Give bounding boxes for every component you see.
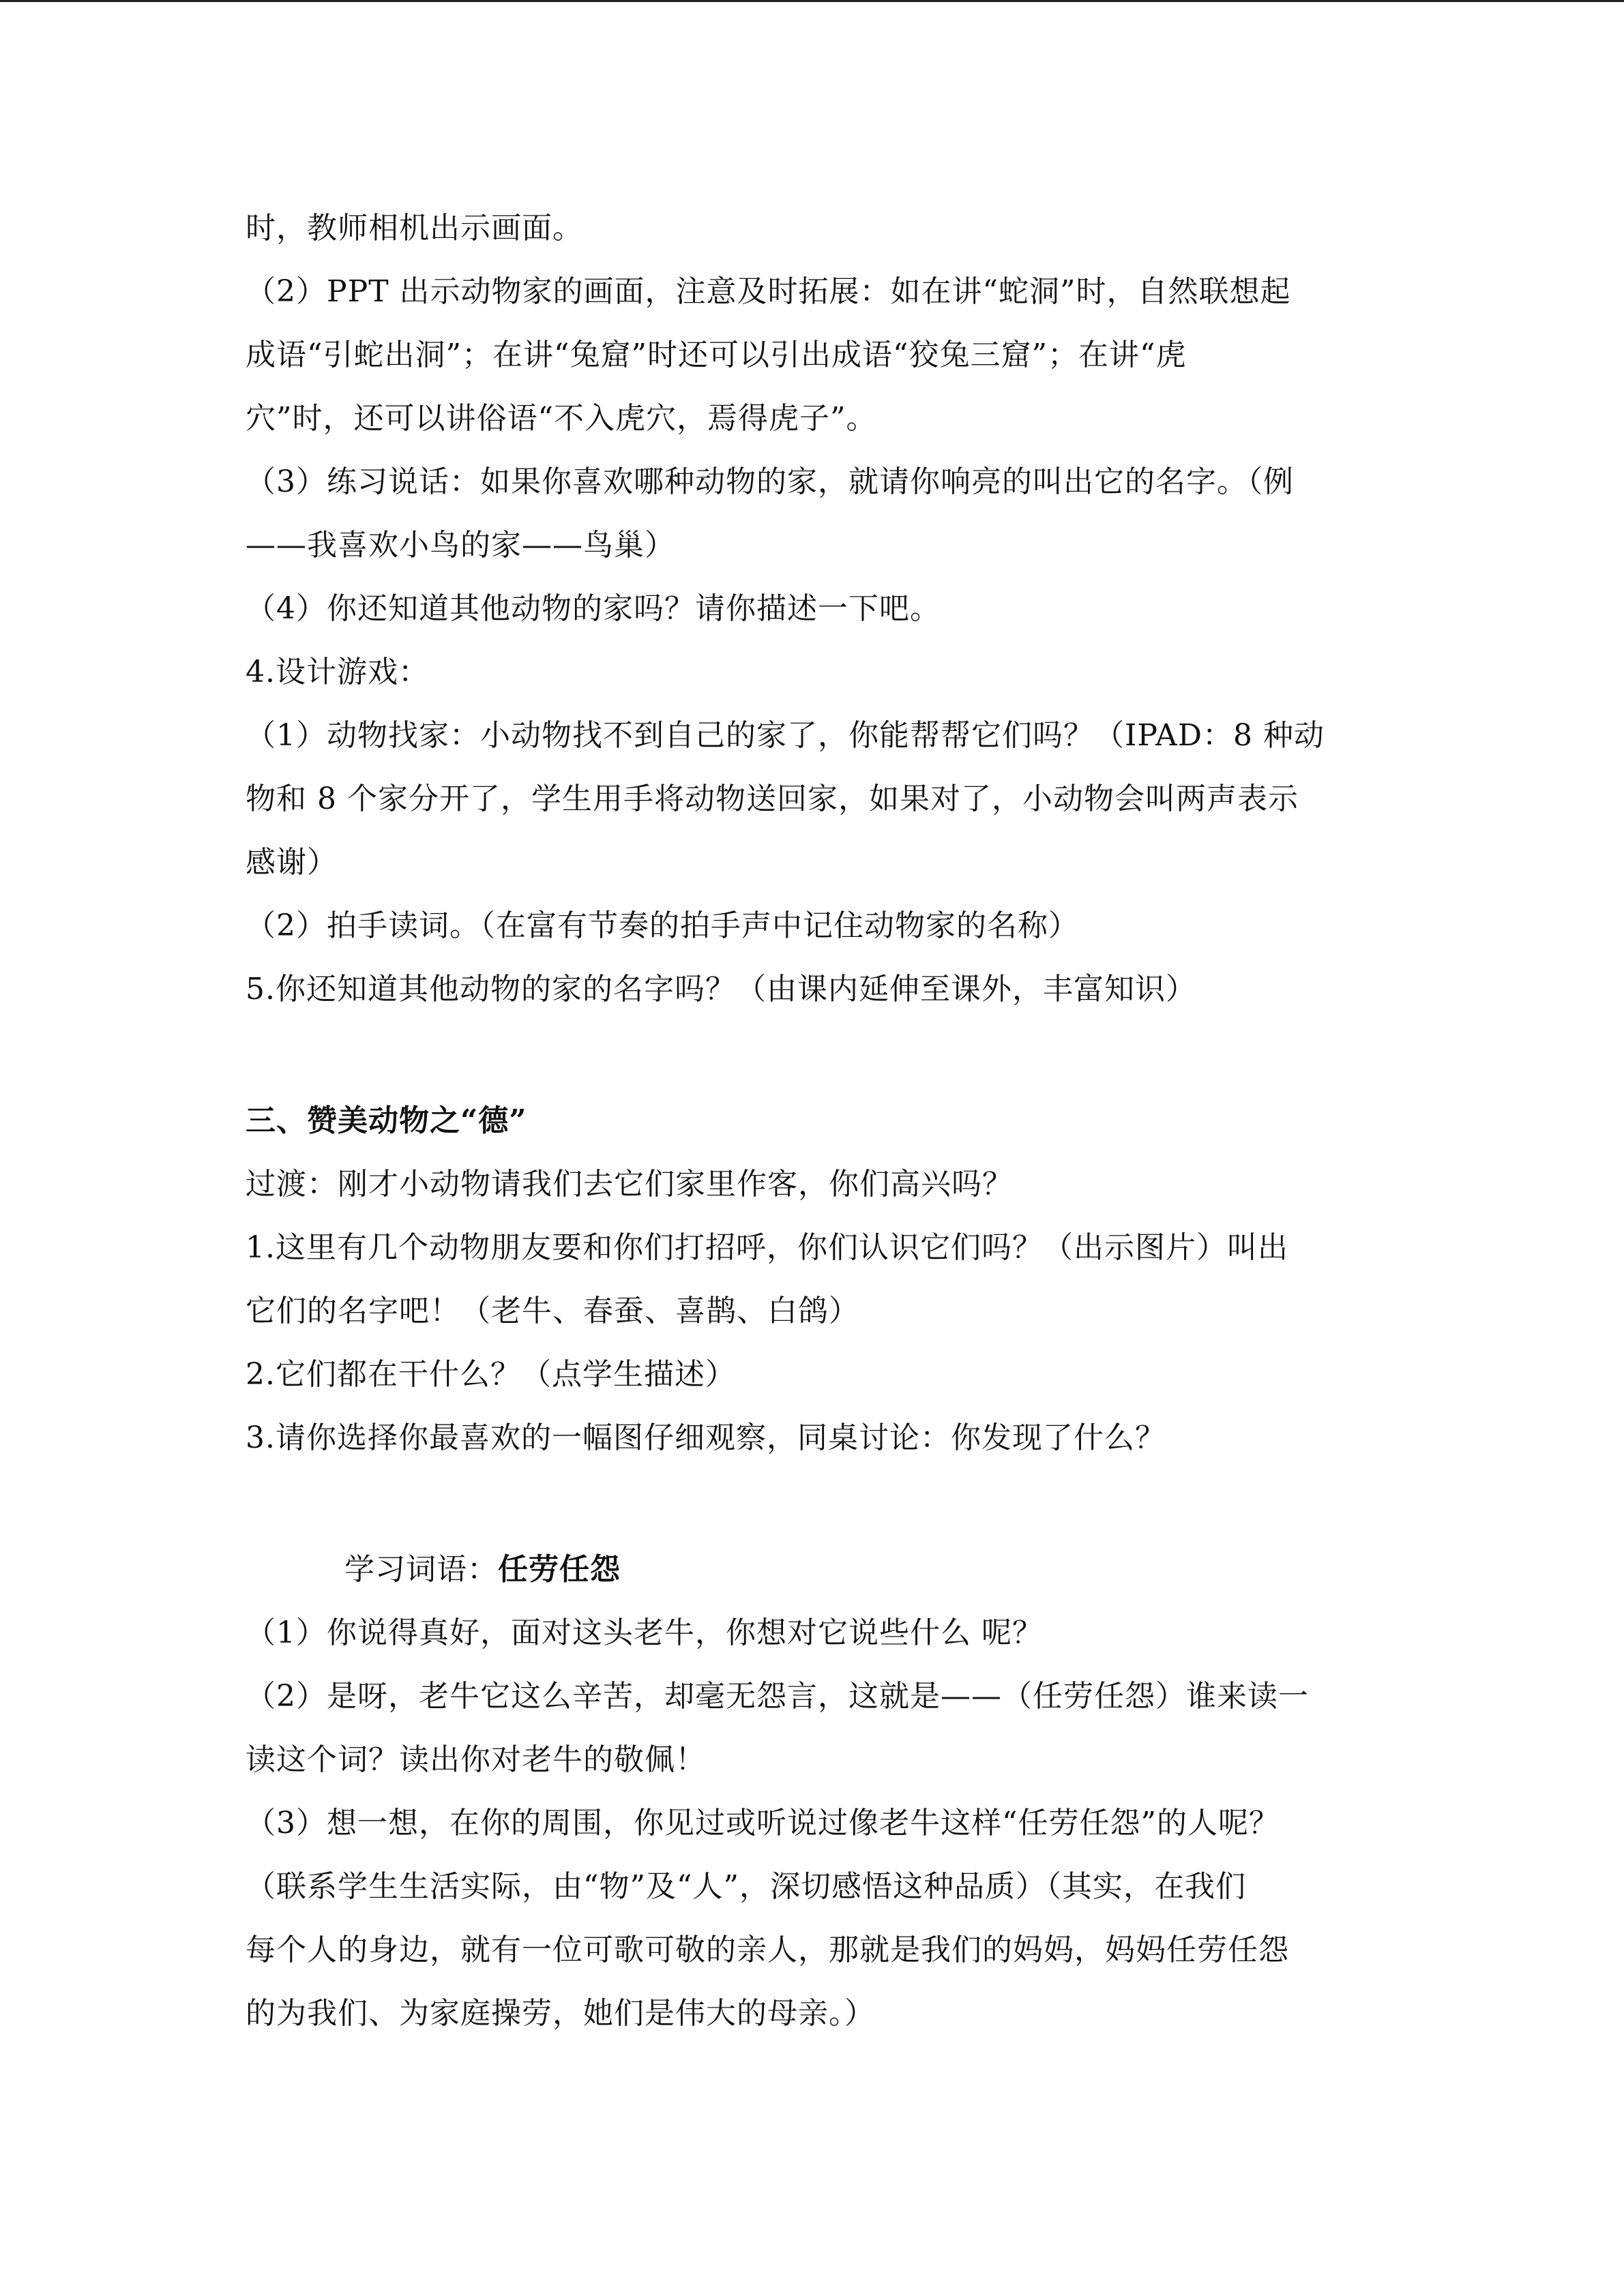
paragraph-line: 的为我们、为家庭操劳，她们是伟大的母亲。） [246,1996,875,2031]
paragraph-line: （3）练习说话：如果你喜欢哪种动物的家，就请你响亮的叫出它的名字。（例 [246,464,1294,499]
paragraph-line: （3）想一想，在你的周围，你见过或听说过像老牛这样“任劳任怨”的人呢？ [246,1806,1280,1840]
paragraph-line: 1.这里有几个动物朋友要和你们打招呼，你们认识它们吗？（出示图片）叫出 [246,1230,1288,1265]
paragraph-line: ——我喜欢小鸟的家——鸟巢） [246,528,675,563]
paragraph-line: 过渡：刚才小动物请我们去它们家里作客，你们高兴吗？ [246,1167,1013,1202]
paragraph-line: 每个人的身边，就有一位可歌可敬的亲人，那就是我们的妈妈，妈妈任劳任怨 [246,1933,1289,1967]
paragraph-line: （4）你还知道其他动物的家吗？请你描述一下吧。 [246,591,941,626]
paragraph-line: 3.请你选择你最喜欢的一幅图仔细观察，同桌讨论：你发现了什么？ [246,1420,1166,1455]
paragraph-line: （2）拍手读词。（在富有节奏的拍手声中记住动物家的名称） [246,908,1079,943]
paragraph-line: 2.它们都在干什么？（点学生描述） [246,1357,736,1392]
paragraph-line: 读这个词？读出你对老牛的敬佩！ [246,1742,706,1777]
paragraph-line: 它们的名字吧！（老牛、春蚕、喜鹊、白鸽） [246,1294,859,1328]
paragraph-line: 时，教师相机出示画面。 [246,211,583,245]
paragraph-line: （1）你说得真好，面对这头老牛，你想对它说些什么 呢？ [246,1615,1043,1650]
paragraph-line: （联系学生生活实际，由“物”及“人”，深切感悟这种品质）（其实，在我们 [246,1869,1246,1904]
section-heading: 三、赞美动物之“德” [246,1103,527,1138]
vocab-heading [344,1549,1477,1590]
vocab-term: 任劳任怨 [498,1552,621,1587]
paragraph-line: （2）PPT 出示动物家的画面，注意及时拓展：如在讲“蛇洞”时，自然联想起 [246,274,1291,309]
paragraph-line: （1）动物找家：小动物找不到自己的家了，你能帮帮它们吗？（IPAD：8 种动 [246,718,1325,753]
paragraph-line: （2）是呀，老牛它这么辛苦，却毫无怨言，这就是——（任劳任怨）谁来读一 [246,1679,1309,1714]
vocab-label: 学习词语： [344,1552,498,1587]
paragraph-line: 物和 8 个家分开了，学生用手将动物送回家，如果对了，小动物会叫两声表示 [246,781,1299,816]
paragraph-line: 穴”时，还可以讲俗语“不入虎穴，焉得虎子”。 [246,401,877,436]
paragraph-line: 5.你还知道其他动物的家的名字吗？（由课内延伸至课外，丰富知识） [246,972,1196,1007]
paragraph-line: 成语“引蛇出洞”；在讲“兔窟”时还可以引出成语“狡兔三窟”；在讲“虎 [246,338,1187,372]
paragraph-line: 4.设计游戏： [246,655,429,689]
paragraph-line: 感谢） [246,845,338,880]
